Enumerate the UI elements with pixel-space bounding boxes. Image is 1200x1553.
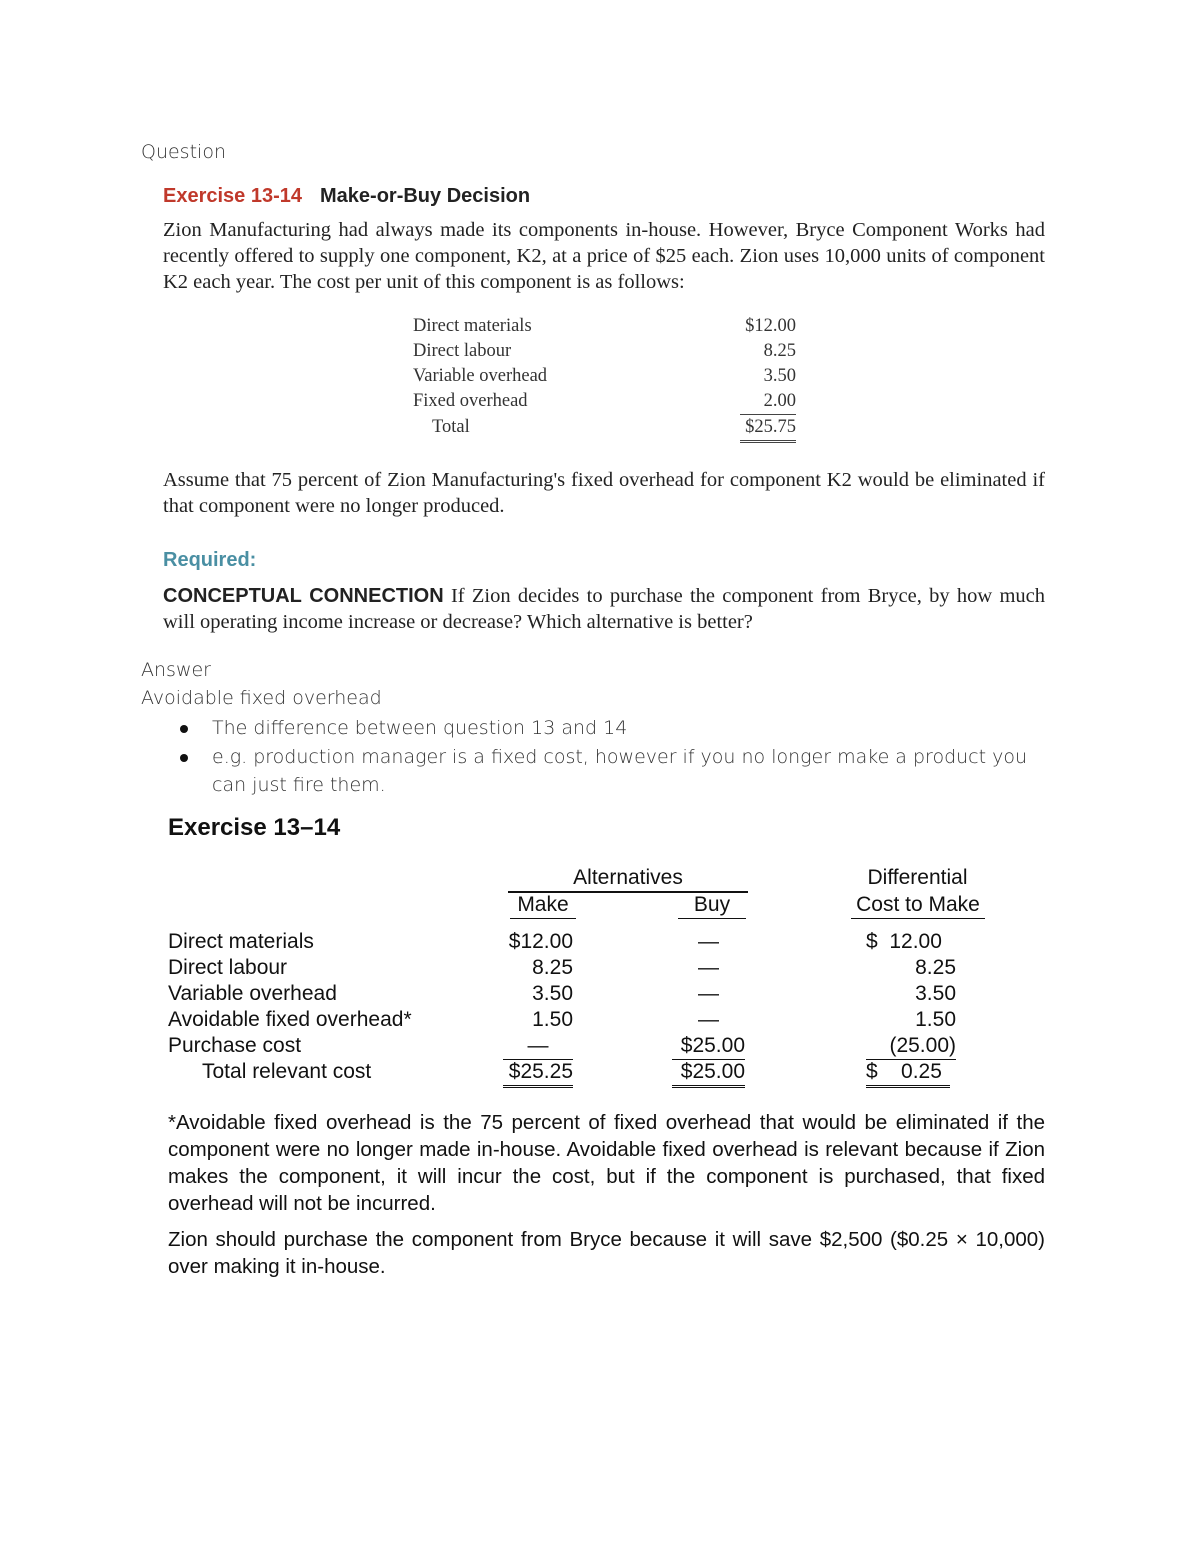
make-value: 1.50: [532, 1008, 573, 1031]
buy-value: $25.00: [672, 1059, 745, 1088]
footnote-text: *Avoidable fixed overhead is the 75 percent of fixed overhead that would be eliminated if the component were no longer made in-house. Avoidable fixed overhead is relevant because if Zion makes the component, it will incur the cost, but if the component is purchased, that fixed overhead will not be incurred.: [168, 1111, 1045, 1215]
cost-value: 3.50: [763, 366, 796, 386]
buy-value: —: [698, 982, 719, 1005]
buy-value: —: [698, 1008, 719, 1031]
answer-subtitle: Avoidable fixed overhead: [141, 687, 382, 709]
header-buy: Buy: [678, 892, 746, 919]
header-differential: Differential: [867, 866, 968, 889]
cost-label: Fixed overhead: [413, 391, 528, 411]
row-label: Direct materials: [168, 930, 314, 953]
differential-value: $ 0.25: [866, 1059, 950, 1088]
differential-value: 3.50: [915, 982, 956, 1005]
row-label: Direct labour: [168, 956, 288, 979]
cost-label: Total: [432, 417, 470, 437]
header-make: Make: [510, 892, 576, 919]
make-value: $25.25: [503, 1059, 573, 1088]
make-value: 8.25: [532, 956, 573, 979]
buy-value: —: [698, 930, 719, 953]
row-label: Total relevant cost: [202, 1060, 372, 1083]
buy-value: $25.00: [672, 1033, 745, 1060]
conceptual-text: If Zion decides to purchase the component from Bryce, by how much will operating income increase or decrease? Which alternative is better?: [163, 585, 1046, 633]
exercise-number: Exercise 13-14: [163, 185, 303, 207]
differential-value: (25.00): [866, 1033, 956, 1060]
assumption-paragraph: Assume that 75 percent of Zion Manufacturing's fixed overhead for component K2 would be eliminated if that component were no longer produced.: [163, 469, 1045, 517]
cost-label: Direct labour: [413, 341, 512, 361]
cost-value: 8.25: [763, 341, 796, 361]
required-label: Required:: [163, 549, 257, 571]
conclusion: Zion should purchase the component from Bryce because it will save $2,500 ($0.25 × 10,000) over making it in-house.: [168, 1228, 1045, 1278]
conceptual-label: CONCEPTUAL CONNECTION: [163, 585, 444, 607]
footnote: [168, 1109, 1045, 1217]
make-value: —: [503, 1033, 573, 1060]
header-cost-to-make: Cost to Make: [851, 892, 985, 919]
question-label: Question: [141, 141, 226, 163]
row-label: Purchase cost: [168, 1034, 302, 1057]
cost-label: Direct materials: [413, 316, 532, 336]
bullet-item: The difference between question 13 and 14: [141, 714, 1041, 743]
row-label: Variable overhead: [168, 982, 337, 1005]
bullet-item: e.g. production manager is a fixed cost, however if you no longer make a product you can just fire them.: [141, 743, 1041, 800]
cost-value: 2.00: [740, 389, 796, 415]
buy-value: —: [698, 956, 719, 979]
answer-label: Answer: [141, 659, 211, 681]
differential-value: $ 12.00: [866, 930, 942, 953]
row-label: Avoidable fixed overhead*: [168, 1008, 412, 1031]
cost-value: $25.75: [740, 415, 796, 443]
differential-value: 1.50: [915, 1008, 956, 1031]
make-value: $12.00: [508, 930, 573, 953]
solution-title: Exercise 13–14: [168, 814, 341, 841]
differential-value: 8.25: [915, 956, 956, 979]
exercise-paragraph: Zion Manufacturing had always made its components in-house. However, Bryce Component Works had recently offered to supply one component, K2, at a price of $25 each. Zion uses 10,000 units of component K2 each year. The cost per unit of this component is as follows:: [163, 219, 1045, 293]
exercise-title: Make-or-Buy Decision: [320, 185, 531, 207]
header-alternatives: Alternatives: [508, 865, 748, 893]
cost-value: $12.00: [745, 316, 796, 336]
make-value: 3.50: [532, 982, 573, 1005]
cost-label: Variable overhead: [413, 366, 548, 386]
